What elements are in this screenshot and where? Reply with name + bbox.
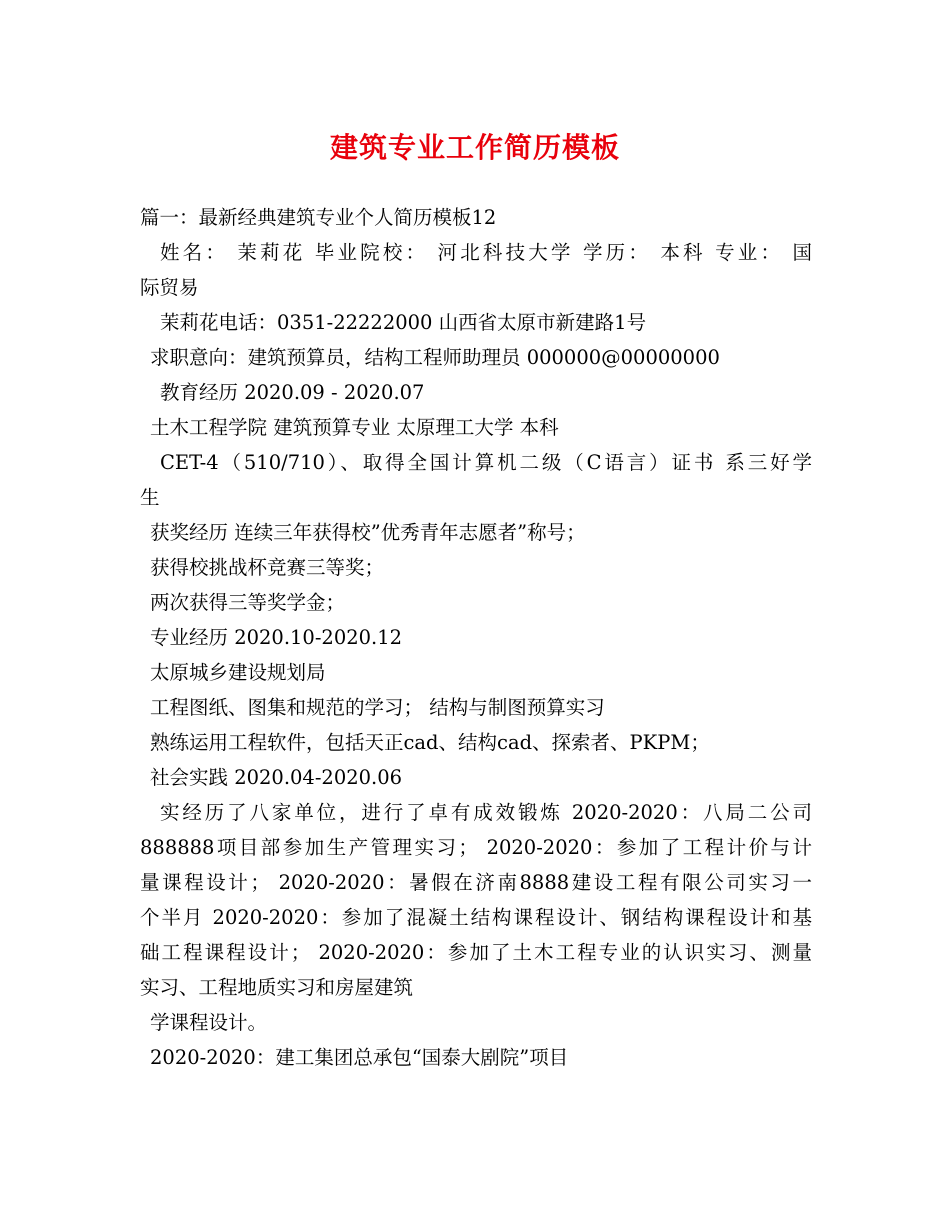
- text-line: 量课程设计； 2020-2020：暑假在济南8888建设工程有限公司实习一: [140, 871, 812, 894]
- document-body: [140, 200, 812, 1075]
- text-line: 茉莉花电话：0351-22222000 山西省太原市新建路1号: [160, 311, 647, 334]
- text-line: 学课程设计。: [150, 1011, 268, 1034]
- text-line: 求职意向：建筑预算员，结构工程师助理员 000000@00000000: [150, 346, 720, 369]
- text-line: 工程图纸、图集和规范的学习； 结构与制图预算实习: [150, 696, 605, 719]
- text-line: CET-4（510/710）、取得全国计算机二级（C语言）证书 系三好学: [160, 451, 812, 474]
- text-line: 社会实践 2020.04-2020.06: [150, 766, 403, 789]
- text-line: 篇一：最新经典建筑专业个人简历模板12: [140, 206, 497, 229]
- text-line: 姓名： 茉莉花 毕业院校： 河北科技大学 学历： 本科 专业： 国: [160, 241, 812, 264]
- text-line: 2020-2020：建工集团总承包“国泰大剧院”项目: [150, 1046, 569, 1069]
- text-line: 888888项目部参加生产管理实习； 2020-2020：参加了工程计价与计: [140, 836, 812, 859]
- text-line: 际贸易: [140, 276, 199, 299]
- document-title: 建筑专业工作简历模板: [329, 131, 620, 164]
- text-line: 熟练运用工程软件，包括天正cad、结构cad、探索者、PKPM；: [150, 731, 710, 754]
- text-line: 两次获得三等奖学金；: [150, 591, 346, 614]
- text-line: 获得校挑战杯竞赛三等奖；: [150, 556, 385, 579]
- text-line: 础工程课程设计； 2020-2020：参加了土木工程专业的认识实习、测量: [140, 941, 812, 964]
- text-line: 个半月 2020-2020：参加了混凝土结构课程设计、钢结构课程设计和基: [140, 906, 812, 929]
- text-line: 生: [140, 486, 160, 509]
- text-line: 实习、工程地质实习和房屋建筑: [140, 976, 414, 999]
- text-line: 实经历了八家单位，进行了卓有成效锻炼 2020-2020：八局二公司: [160, 801, 812, 824]
- text-line: 教育经历 2020.09 - 2020.07: [160, 381, 425, 404]
- text-line: 获奖经历 连续三年获得校”优秀青年志愿者”称号；: [150, 521, 586, 544]
- text-line: 太原城乡建设规划局: [150, 661, 326, 684]
- text-line: 土木工程学院 建筑预算专业 太原理工大学 本科: [150, 416, 559, 439]
- text-line: 专业经历 2020.10-2020.12: [150, 626, 403, 649]
